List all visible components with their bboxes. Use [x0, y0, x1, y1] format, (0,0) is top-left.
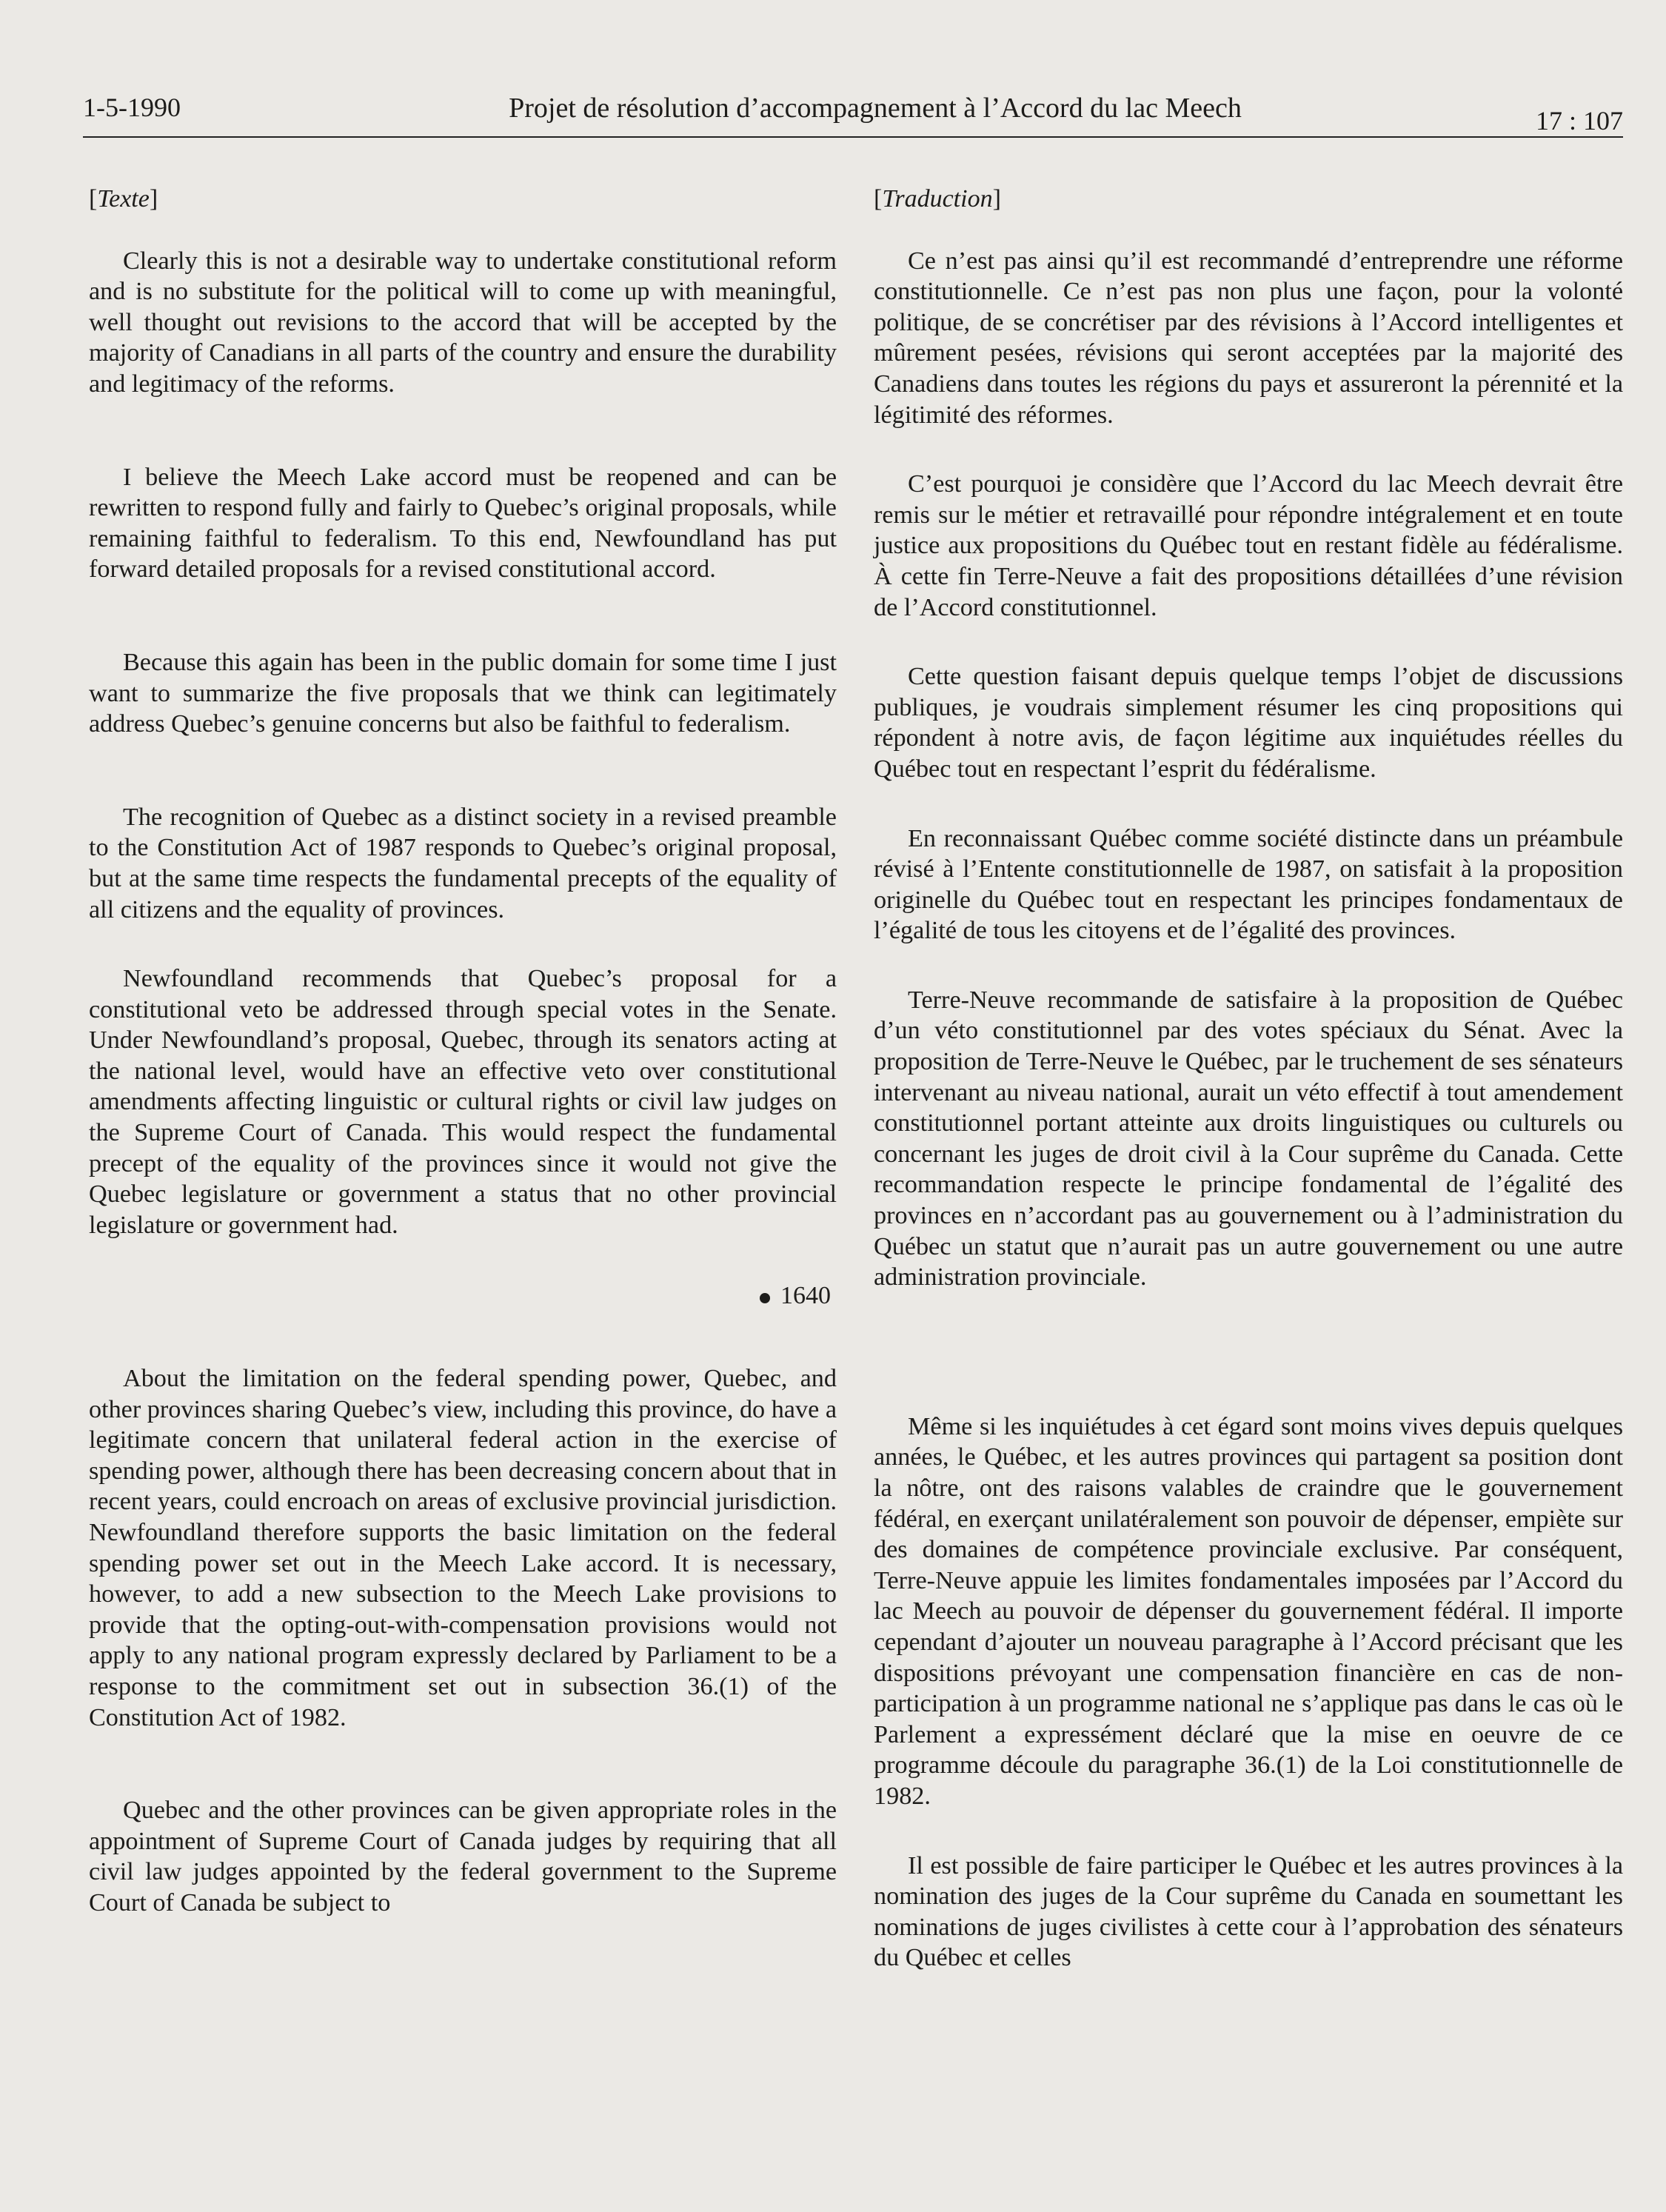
- french-paragraph-5: Terre-Neuve recommande de satisfaire à la proposition de Québec d’un véto constitutionnel par des votes spéciaux du Sénat. Avec la proposition de Terre-Neuve le Québec, par le truchement de ses sénateurs intervenant au niveau national, aurait un véto effectif à tout amendement constitutionnel portant atteinte aux droits linguistiques ou culturels ou concernant les juges de droit civil à la Cour suprême du Canada. Cette recommandation respecte le principe fondamental de l’égalité des provinces en n’accordant pas au gouvernement ou à l’administration du Québec un statut que n’aurait pas un autre gouvernement ou une autre administration provinciale.: [874, 986, 1623, 1292]
- french-paragraph-7: Il est possible de faire participer le Québec et les autres provinces à la nomination des juges de la Cour suprême du Canada en soumettant les nominations de juges civilistes à cette cour à l’approbation des sénateurs du Québec et celles: [874, 1851, 1623, 1972]
- bullet-icon: [760, 1293, 770, 1303]
- french-paragraph-3: Cette question faisant depuis quelque temps l’objet de discussions publiques, je voudrais simplement résumer les cinq propositions qui répondent à notre avis, de façon légitime aux inquiétudes réelles du Québec tout en respectant l’esprit du fédéralisme.: [874, 663, 1623, 783]
- english-paragraph-3: Because this again has been in the public domain for some time I just want to summarize the five proposals that we think can legitimately address Quebec’s genuine concerns but also be faithful to federalism.: [89, 648, 837, 738]
- page-header: [83, 92, 1623, 138]
- english-column-label: [Texte]: [89, 185, 158, 213]
- english-paragraph-5: Newfoundland recommends that Quebec’s proposal for a constitutional veto be addressed through special votes in the Senate. Under Newfoundland’s proposal, Quebec, through its senators acting at the national level, would have an effective veto over constitutional amendments affecting linguistic or cultural rights or civil law judges on the Supreme Court of Canada. This would respect the fundamental precept of the equality of the provinces since it would not give the Quebec legislature or government a status that no other provincial legislature or government had.: [89, 965, 837, 1239]
- french-paragraph-4: En reconnaissant Québec comme société distincte dans un préambule révisé à l’Entente constitutionnelle de 1987, on satisfait à la proposition originelle du Québec tout en respectant les principes fondamentaux de l’égalité de tous les citoyens et de l’égalité des provinces.: [874, 824, 1623, 945]
- english-paragraph-1: Clearly this is not a desirable way to undertake constitutional reform and is no substitute for the political will to come up with meaningful, well thought out revisions to the accord that will be accepted by the majority of Canadians in all parts of the country and ensure the durability and legitimacy of the reforms.: [89, 247, 837, 398]
- header-page-number: 17 : 107: [1535, 106, 1623, 136]
- time-marker: 1640: [89, 1280, 837, 1312]
- french-paragraph-6: Même si les inquiétudes à cet égard sont moins vives depuis quelques années, le Québec, et les autres provinces qui partagent sa position dont la nôtre, ont des raisons valables de craindre que le gouvernement fédéral, en exerçant unilatéralement son pouvoir de dépenser, empiète sur des domaines de compétence provinciale exclusive. Par conséquent, Terre-Neuve appuie les limites fondamentales imposées par l’Accord du lac Meech au pouvoir de dépenser du gouvernement fédéral. Il importe cependant d’ajouter un nouveau paragraphe à l’Accord précisant que les dispositions prévoyant une compensation financière en cas de non-participation à un programme national ne s’applique pas dans le cas où le Parlement a expressément déclaré que la mise en oeuvre de ce programme découle du paragraphe 36.(1) de la Loi constitutionnelle de 1982.: [874, 1412, 1623, 1810]
- english-column: [89, 184, 837, 1919]
- french-column: [874, 184, 1623, 1974]
- english-paragraph-4: The recognition of Quebec as a distinct society in a revised preamble to the Constitution Act of 1987 responds to Quebec’s original proposal, but at the same time respects the fundamental precepts of the equality of all citizens and the equality of provinces.: [89, 803, 837, 923]
- english-paragraph-6: About the limitation on the federal spending power, Quebec, and other provinces sharing Quebec’s view, including this province, do have a legitimate concern that unilateral federal action in the exercise of spending power, although there has been decreasing concern about that in recent years, could encroach on areas of exclusive provincial jurisdiction. Newfoundland therefore supports the basic limitation on the federal spending power set out in the Meech Lake accord. It is necessary, however, to add a new subsection to the Meech Lake provisions to provide that the opting-out-with-compensation provisions would not apply to any national program expressly declared by Parliament to be a response to the commitment set out in subsection 36.(1) of the Constitution Act of 1982.: [89, 1365, 837, 1731]
- french-paragraph-2: C’est pourquoi je considère que l’Accord du lac Meech devrait être remis sur le métier et retravaillé pour répondre intégralement et en toute justice aux propositions du Québec tout en restant fidèle au fédéralisme. À cette fin Terre-Neuve a fait des propositions détaillées d’une révision de l’Accord constitutionnel.: [874, 470, 1623, 621]
- french-column-label: [Traduction]: [874, 185, 1001, 213]
- header-date: 1-5-1990: [83, 93, 181, 122]
- header-title: Projet de résolution d’accompagnement à l’Accord du lac Meech: [509, 93, 1242, 124]
- english-paragraph-7: Quebec and the other provinces can be given appropriate roles in the appointment of Supreme Court of Canada judges by requiring that all civil law judges appointed by the federal government to the Supreme Court of Canada be subject to: [89, 1797, 837, 1917]
- english-paragraph-2: I believe the Meech Lake accord must be reopened and can be rewritten to respond fully and fairly to Quebec’s original proposals, while remaining faithful to federalism. To this end, Newfoundland has put forward detailed proposals for a revised constitutional accord.: [89, 463, 837, 584]
- french-paragraph-1: Ce n’est pas ainsi qu’il est recommandé d’entreprendre une réforme constitutionnelle. Ce n’est pas non plus une façon, pour la volonté politique, de se concrétiser par des révisions à l’Accord intelligentes et mûrement pesées, révisions qui seront acceptées par la majorité des Canadiens dans toutes les régions du pays et assureront la pérennité et la légitimité des réformes.: [874, 247, 1623, 429]
